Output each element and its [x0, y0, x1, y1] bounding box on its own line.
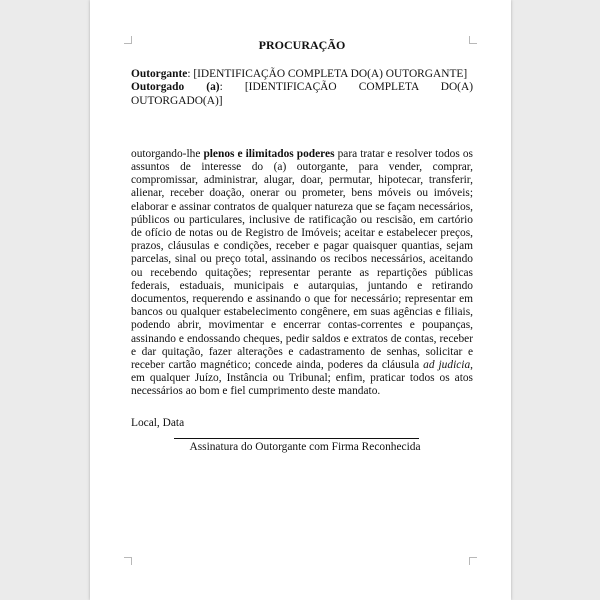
grantor-text: : [IDENTIFICAÇÃO COMPLETA DO(A) OUTORGANTE] — [187, 68, 468, 81]
document-title: PROCURAÇÃO — [258, 38, 346, 52]
powers-bold: plenos e ilimitados poderes — [203, 147, 335, 160]
crop-mark-bottom-left — [124, 557, 132, 565]
powers-closing: , em qualquer Juízo, Instância ou Tribunal; enfim, praticar todos os atos necessários ao bom e fiel cumprimento deste mandato. — [131, 359, 474, 398]
signature-line — [174, 438, 419, 439]
grantor-label: Outorgante — [131, 68, 188, 81]
grantee-label: Outorgado (a) — [131, 81, 220, 94]
powers-paragraph — [131, 148, 473, 399]
powers-intro: outorgando-lhe — [131, 147, 204, 160]
crop-mark-bottom-right — [469, 557, 477, 565]
grantee-line — [131, 81, 473, 107]
place-date: Local, Data — [131, 416, 185, 429]
powers-main: para tratar e resolver todos os assuntos de interesse do (a) outorgante, para vender, comprar, compromissar, administrar, alugar, doar, permutar, hipotecar, transferir, alienar, receber doação, onerar ou prometer, bens móveis ou imóveis; elaborar e assinar contratos de qualquer natureza que se façam necessários, públicos ou particulares, inclusive de ratificação ou rescisão, em cartório de ofício de notas ou de Registro de Imóveis; aceitar e estabelecer preços, prazos, cláusulas e condições, receber e pagar quaisquer quantias, sejam parcelas, sinal ou preço total, assinando os recibos necessários, aceitando ou recebendo quitações; representar perante as repartições públicas federais, estaduais, municipais e autarquias, juntando e retirando documentos, requerendo e assinando o que for necessário; representar em bancos ou qualquer estabelecimento congênere, em suas agências e filiais, podendo abrir, movimentar e encerrar contas-correntes e poupanças, assinando e endossando cheques, pedir saldos e extratos de contas, receber e dar quitação, fazer alterações e cadastramento de senhas, solicitar e receber cartão magnético; concede ainda, poderes da cláusula — [131, 147, 473, 372]
document-content[interactable] — [131, 39, 473, 454]
grantee-text: : [IDENTIFICAÇÃO COMPLETA DO(A) OUTORGADO(A)] — [131, 81, 473, 107]
document-page — [90, 0, 511, 600]
grantor-line — [131, 68, 473, 81]
ad-judicia-clause: ad judicia — [423, 359, 471, 372]
signature-label: Assinatura do Outorgante com Firma Reconhecida — [189, 440, 421, 453]
